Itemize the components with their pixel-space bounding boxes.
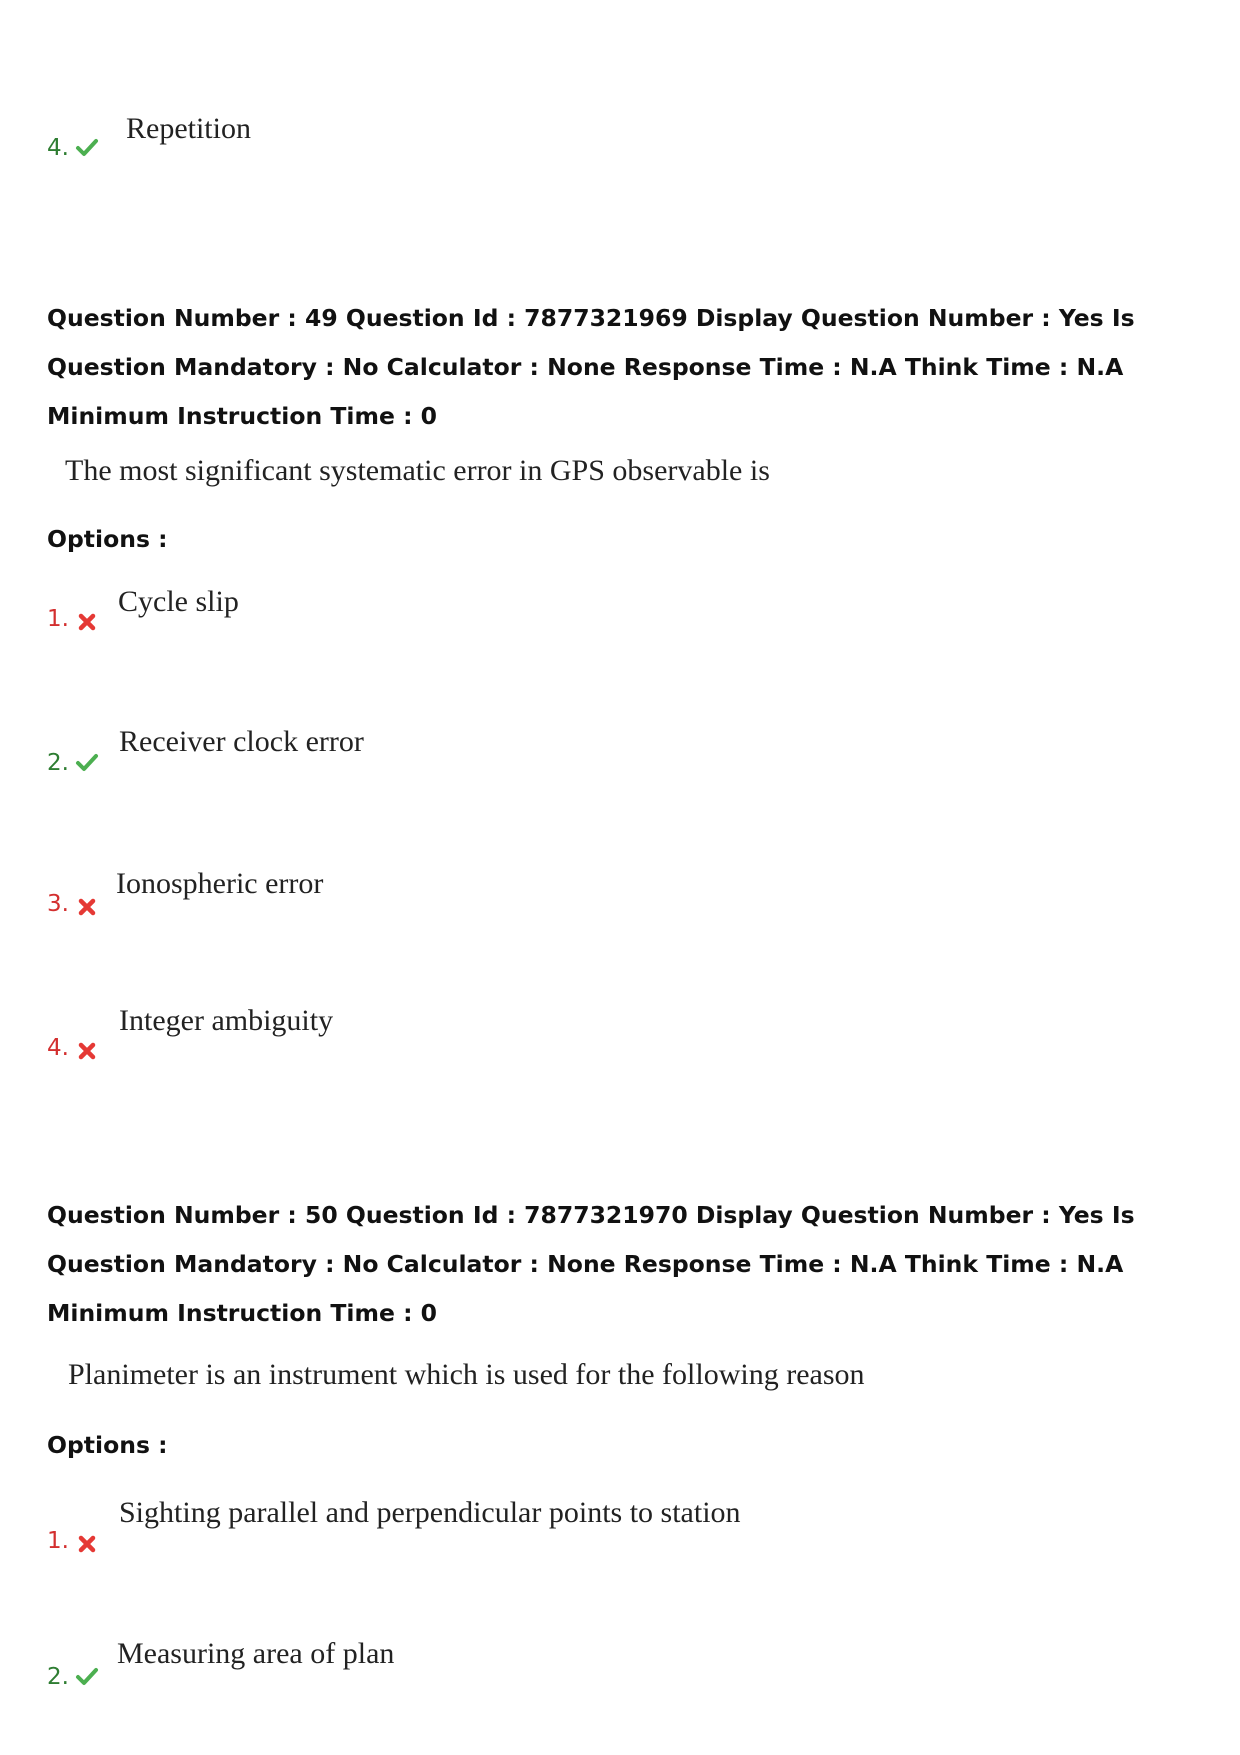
option-number: 4.: [47, 1035, 69, 1061]
option-text: Measuring area of plan: [117, 1637, 395, 1670]
option-row: [47, 1664, 99, 1690]
option-text: Integer ambiguity: [119, 1004, 334, 1037]
option-text: Repetition: [126, 112, 251, 145]
check-icon: [75, 1664, 99, 1688]
option-row: [47, 891, 99, 919]
option-number: 2.: [47, 1664, 69, 1690]
option-row: [47, 606, 99, 634]
option-number: 4.: [47, 135, 69, 161]
check-icon: [75, 135, 99, 159]
option-row: [47, 1528, 99, 1556]
question-text: The most significant systematic error in GPS observable is: [65, 454, 770, 487]
option-text: Sighting parallel and perpendicular points to station: [119, 1496, 741, 1529]
option-number: 1.: [47, 1528, 69, 1554]
option-text: Cycle slip: [118, 585, 239, 618]
option-number: 1.: [47, 606, 69, 632]
option-row: [47, 135, 99, 161]
cross-icon: [75, 610, 99, 634]
cross-icon: [75, 895, 99, 919]
option-text: Ionospheric error: [116, 867, 324, 900]
cross-icon: [75, 1039, 99, 1063]
question-text: Planimeter is an instrument which is used for the following reason: [68, 1358, 865, 1391]
question-header: Question Number : 50 Question Id : 7877321970 Display Question Number : Yes Is Question Mandatory : No Calculator : None Response Time : N.A Think Time : N.A Minimum Instruction Time : 0: [47, 1201, 1135, 1327]
options-label: Options :: [47, 1431, 168, 1459]
option-row: [47, 1035, 99, 1063]
cross-icon: [75, 1532, 99, 1556]
check-icon: [75, 750, 99, 774]
question-header: Question Number : 49 Question Id : 7877321969 Display Question Number : Yes Is Question Mandatory : No Calculator : None Response Time : N.A Think Time : N.A Minimum Instruction Time : 0: [47, 304, 1135, 430]
option-number: 2.: [47, 750, 69, 776]
option-number: 3.: [47, 891, 69, 917]
option-text: Receiver clock error: [119, 725, 364, 758]
options-label: Options :: [47, 525, 168, 553]
option-row: [47, 750, 99, 776]
